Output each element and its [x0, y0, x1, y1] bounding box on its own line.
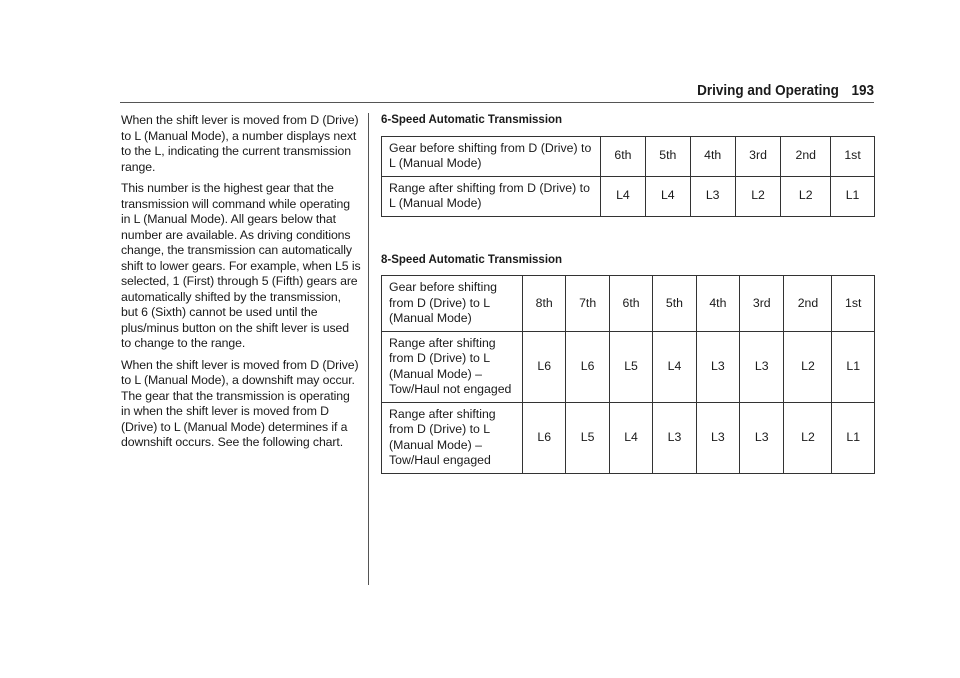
table-row: [382, 402, 875, 473]
table-cell: 6th: [601, 136, 646, 176]
table-cell: L3: [653, 402, 696, 473]
table-cell: 8th: [523, 276, 566, 332]
table-cell: 2nd: [784, 276, 832, 332]
table-cell: 4th: [690, 136, 735, 176]
table-cell: L5: [566, 402, 609, 473]
table-row: [382, 331, 875, 402]
table-row: [382, 136, 875, 176]
table-cell: 1st: [831, 136, 875, 176]
table-cell: L5: [609, 331, 652, 402]
table-8speed: [381, 275, 875, 474]
row-header: Range after shifting from D (Drive) to L (Manual Mode) – Tow/Haul not engaged: [382, 331, 523, 402]
table-cell: L1: [832, 331, 875, 402]
table-title-6speed: 6-Speed Automatic Transmission: [381, 114, 563, 126]
table-cell: L3: [690, 176, 735, 216]
table-row: [382, 276, 875, 332]
row-header: Range after shifting from D (Drive) to L (Manual Mode) – Tow/Haul engaged: [382, 402, 523, 473]
table-cell: L4: [609, 402, 652, 473]
table-cell: 5th: [653, 276, 696, 332]
table-cell: L6: [523, 402, 566, 473]
table-cell: 3rd: [735, 136, 781, 176]
table-cell: L2: [781, 176, 831, 216]
table-cell: L4: [653, 331, 696, 402]
table-cell: L3: [696, 402, 739, 473]
table-6speed: [381, 136, 875, 217]
table-row: [382, 176, 875, 216]
header-rule: [120, 102, 874, 103]
table-title-8speed: 8-Speed Automatic Transmission: [381, 253, 563, 266]
table-cell: 5th: [645, 136, 690, 176]
table-cell: L1: [831, 176, 875, 216]
table-cell: L3: [696, 331, 739, 402]
table-cell: 7th: [566, 276, 609, 332]
page-header: [663, 82, 874, 99]
table-cell: L6: [523, 331, 566, 402]
table-cell: L3: [740, 402, 784, 473]
table-cell: 4th: [696, 276, 739, 332]
table-cell: L6: [566, 331, 609, 402]
row-header: Gear before shifting from D (Drive) to L (Manual Mode): [382, 136, 601, 176]
paragraph: This number is the highest gear that the transmission will command while operating in L (Manual Mode). All gears below that number are available. As driving conditions change, the transmission can automatically shift to lower gears. For example, when L5 is selected, 1 (First) through 5 (Fifth) gears are automatically shifted by the transmission, but 6 (Sixth) cannot be used until the plus/minus button on the shift lever is used to change to the range.: [121, 181, 361, 350]
right-column: [381, 113, 875, 474]
column-divider: [368, 113, 369, 585]
paragraph: When the shift lever is moved from D (Drive) to L (Manual Mode), a number displays next to the L, indicating the current transmission range.: [121, 113, 359, 174]
table-cell: L3: [740, 331, 784, 402]
table-cell: L4: [601, 176, 646, 216]
table-cell: 2nd: [781, 136, 831, 176]
table-cell: L2: [784, 402, 832, 473]
table-cell: 1st: [832, 276, 875, 332]
table-cell: 3rd: [740, 276, 784, 332]
section-title: Driving and Operating: [697, 82, 839, 99]
table-cell: 6th: [609, 276, 652, 332]
row-header: Range after shifting from D (Drive) to L (Manual Mode): [382, 176, 601, 216]
table-cell: L2: [784, 331, 832, 402]
page-number: 193: [851, 82, 874, 99]
table-cell: L4: [645, 176, 690, 216]
table-cell: L1: [832, 402, 875, 473]
table-cell: L2: [735, 176, 781, 216]
paragraph: When the shift lever is moved from D (Drive) to L (Manual Mode), a downshift may occur. The gear that the transmission is operating in when the shift lever is moved from D (Drive) to L (Manual Mode) determines if a downshift occurs. See the following chart.: [121, 357, 359, 449]
row-header: Gear before shifting from D (Drive) to L (Manual Mode): [382, 276, 523, 332]
left-column: [121, 113, 361, 457]
